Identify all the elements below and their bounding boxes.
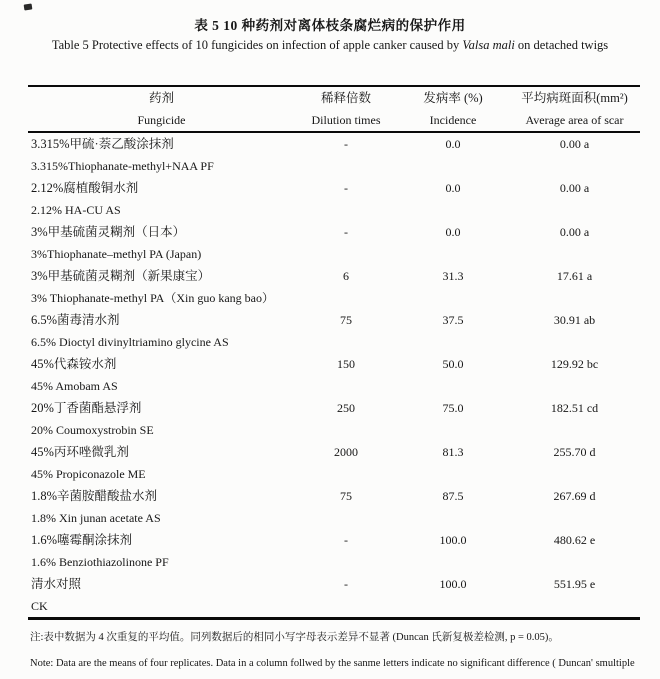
area-value: 182.51 cd bbox=[550, 401, 599, 415]
table-row bbox=[28, 199, 640, 221]
subtitle-species-name: Valsa mali bbox=[462, 38, 515, 52]
dilution-value: 2000 bbox=[334, 445, 358, 459]
incidence-value: 0.0 bbox=[445, 137, 461, 151]
table-row bbox=[28, 573, 640, 595]
area-value: 551.95 e bbox=[553, 577, 596, 591]
dilution-value: 6 bbox=[343, 269, 349, 283]
empty-cell bbox=[397, 463, 509, 485]
empty-cell bbox=[295, 419, 397, 441]
fungicide-name-en: 1.8% Xin junan acetate AS bbox=[31, 511, 161, 525]
footnote-chinese: 注:表中数据为 4 次重复的平均值。同列数据后的相同小写字母表示差异不显著 (Duncan 氏新复极差检测, p = 0.05)。 bbox=[30, 632, 559, 643]
table-header bbox=[28, 86, 640, 132]
header-dilution-cn: 稀释倍数 bbox=[320, 91, 371, 105]
fungicide-name-en: 45% Propiconazole ME bbox=[31, 467, 146, 481]
area-value: 30.91 ab bbox=[553, 313, 596, 327]
incidence-value: 31.3 bbox=[442, 269, 464, 283]
empty-cell bbox=[509, 463, 640, 485]
empty-cell bbox=[397, 419, 509, 441]
fungicide-name-en: 6.5% Dioctyl divinyltriamino glycine AS bbox=[31, 335, 229, 349]
table-title-english bbox=[0, 38, 660, 53]
incidence-value: 0.0 bbox=[445, 181, 461, 195]
dilution-value: - bbox=[344, 577, 348, 591]
table-row bbox=[28, 595, 640, 619]
empty-cell bbox=[397, 199, 509, 221]
table-row bbox=[28, 287, 640, 309]
table-row bbox=[28, 265, 640, 287]
table-title-chinese: 表 5 10 种药剂对离体枝条腐烂病的保护作用 bbox=[194, 18, 466, 33]
empty-cell bbox=[509, 375, 640, 397]
empty-cell bbox=[509, 155, 640, 177]
empty-cell bbox=[397, 243, 509, 265]
empty-cell bbox=[509, 287, 640, 309]
fungicide-name-cn: 20%丁香菌酯悬浮剂 bbox=[31, 401, 142, 415]
subtitle-prefix: Table 5 Protective effects of 10 fungicides on infection of apple canker caused by bbox=[51, 38, 463, 52]
table-row bbox=[28, 375, 640, 397]
table-row bbox=[28, 331, 640, 353]
header-fungicide-cn: 药剂 bbox=[148, 91, 174, 105]
empty-cell bbox=[295, 507, 397, 529]
empty-cell bbox=[397, 331, 509, 353]
empty-cell bbox=[397, 507, 509, 529]
incidence-value: 81.3 bbox=[442, 445, 464, 459]
table-row bbox=[28, 309, 640, 331]
scan-artifact bbox=[24, 3, 33, 10]
footnote-english: Note: Data are the means of four replicates. Data in a column follwed by the sanme letters indicate no significant difference ( Duncan' smultiple bbox=[30, 658, 635, 669]
empty-cell bbox=[509, 331, 640, 353]
dilution-value: 250 bbox=[337, 401, 355, 415]
header-area-cn: 平均病斑面积(mm²) bbox=[521, 91, 628, 105]
fungicide-results-table bbox=[28, 85, 640, 620]
empty-cell bbox=[397, 155, 509, 177]
incidence-value: 100.0 bbox=[439, 533, 467, 547]
empty-cell bbox=[295, 375, 397, 397]
dilution-value: 150 bbox=[337, 357, 355, 371]
empty-cell bbox=[397, 375, 509, 397]
table-row bbox=[28, 485, 640, 507]
area-value: 0.00 a bbox=[559, 137, 590, 151]
incidence-value: 100.0 bbox=[439, 577, 467, 591]
dilution-value: - bbox=[344, 225, 348, 239]
empty-cell bbox=[509, 199, 640, 221]
area-value: 0.00 a bbox=[559, 225, 590, 239]
fungicide-name-cn: 1.6%噻霉酮涂抹剂 bbox=[31, 533, 133, 547]
empty-cell bbox=[295, 595, 397, 619]
empty-cell bbox=[295, 331, 397, 353]
dilution-value: 75 bbox=[340, 489, 352, 503]
empty-cell bbox=[397, 595, 509, 619]
fungicide-name-en: 45% Amobam AS bbox=[31, 379, 118, 393]
fungicide-name-cn: 清水对照 bbox=[31, 577, 82, 591]
table-row bbox=[28, 353, 640, 375]
fungicide-name-en: 1.6% Benziothiazolinone PF bbox=[31, 555, 169, 569]
header-row-chinese bbox=[28, 86, 640, 109]
subtitle-suffix: on detached twigs bbox=[514, 38, 609, 52]
fungicide-name-cn: 2.12%腐植酸铜水剂 bbox=[31, 181, 139, 195]
table-row bbox=[28, 419, 640, 441]
incidence-value: 50.0 bbox=[442, 357, 464, 371]
table-row bbox=[28, 221, 640, 243]
table-row bbox=[28, 397, 640, 419]
table-row bbox=[28, 551, 640, 573]
empty-cell bbox=[509, 419, 640, 441]
table-row bbox=[28, 243, 640, 265]
header-area-en: Average area of scar bbox=[509, 109, 640, 132]
empty-cell bbox=[397, 287, 509, 309]
area-value: 267.69 d bbox=[553, 489, 596, 503]
empty-cell bbox=[509, 595, 640, 619]
table-row bbox=[28, 529, 640, 551]
header-fungicide-en: Fungicide bbox=[28, 109, 295, 132]
empty-cell bbox=[295, 155, 397, 177]
fungicide-name-en: 2.12% HA-CU AS bbox=[31, 203, 121, 217]
fungicide-name-cn: 1.8%辛菌胺醋酸盐水剂 bbox=[31, 489, 158, 503]
fungicide-name-cn: 6.5%菌毒清水剂 bbox=[31, 313, 120, 327]
fungicide-name-cn: 45%丙环唑微乳剂 bbox=[31, 445, 129, 459]
empty-cell bbox=[509, 243, 640, 265]
fungicide-name-en: CK bbox=[31, 599, 48, 613]
incidence-value: 87.5 bbox=[442, 489, 464, 503]
fungicide-name-cn: 45%代森铵水剂 bbox=[31, 357, 117, 371]
fungicide-name-en: 3%Thiophanate–methyl PA (Japan) bbox=[31, 247, 202, 261]
table-row bbox=[28, 441, 640, 463]
dilution-value: - bbox=[344, 137, 348, 151]
empty-cell bbox=[295, 551, 397, 573]
empty-cell bbox=[295, 463, 397, 485]
dilution-value: 75 bbox=[340, 313, 352, 327]
fungicide-name-en: 3.315%Thiophanate-methyl+NAA PF bbox=[31, 159, 214, 173]
empty-cell bbox=[509, 507, 640, 529]
incidence-value: 37.5 bbox=[442, 313, 464, 327]
empty-cell bbox=[397, 551, 509, 573]
area-value: 480.62 e bbox=[553, 533, 596, 547]
table-row bbox=[28, 507, 640, 529]
fungicide-name-en: 3% Thiophanate-methyl PA（Xin guo kang bao） bbox=[31, 291, 274, 305]
header-dilution-en: Dilution times bbox=[295, 109, 397, 132]
fungicide-name-cn: 3%甲基硫菌灵糊剂（日本） bbox=[31, 225, 186, 239]
header-incidence-en: Incidence bbox=[397, 109, 509, 132]
incidence-value: 75.0 bbox=[442, 401, 464, 415]
area-value: 129.92 bc bbox=[550, 357, 599, 371]
fungicide-name-en: 20% Coumoxystrobin SE bbox=[31, 423, 154, 437]
empty-cell bbox=[509, 551, 640, 573]
table-row bbox=[28, 463, 640, 485]
area-value: 17.61 a bbox=[556, 269, 593, 283]
header-incidence-cn: 发病率 (%) bbox=[423, 91, 483, 105]
area-value: 255.70 d bbox=[553, 445, 596, 459]
table-row bbox=[28, 132, 640, 155]
empty-cell bbox=[295, 287, 397, 309]
fungicide-name-cn: 3%甲基硫菌灵糊剂（新果康宝） bbox=[31, 269, 211, 283]
incidence-value: 0.0 bbox=[445, 225, 461, 239]
table-row bbox=[28, 177, 640, 199]
empty-cell bbox=[295, 243, 397, 265]
fungicide-name-cn: 3.315%甲硫·萘乙酸涂抹剂 bbox=[31, 137, 174, 151]
dilution-value: - bbox=[344, 533, 348, 547]
dilution-value: - bbox=[344, 181, 348, 195]
area-value: 0.00 a bbox=[559, 181, 590, 195]
header-row-english bbox=[28, 109, 640, 132]
empty-cell bbox=[295, 199, 397, 221]
table-row bbox=[28, 155, 640, 177]
